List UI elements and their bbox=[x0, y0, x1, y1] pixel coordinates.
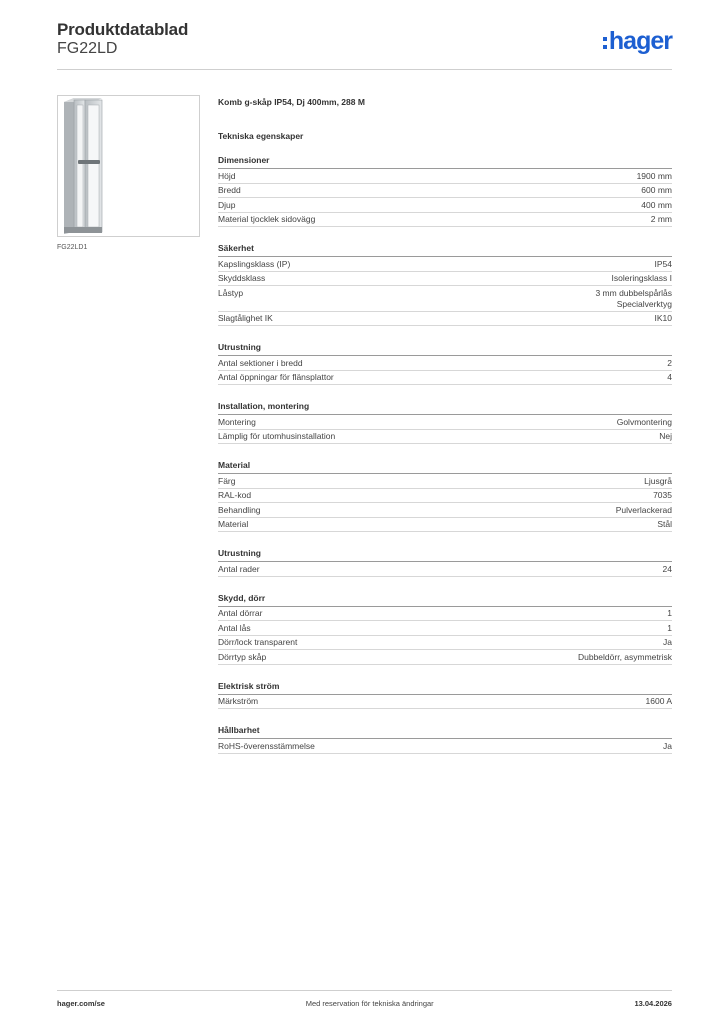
spec-row bbox=[218, 286, 672, 312]
spec-value bbox=[637, 171, 672, 182]
spec-section bbox=[218, 243, 672, 326]
spec-section bbox=[218, 725, 672, 754]
spec-section bbox=[218, 681, 672, 710]
spec-value-line: Ja bbox=[663, 637, 672, 647]
spec-row bbox=[218, 272, 672, 287]
spec-row bbox=[218, 739, 672, 754]
spec-value bbox=[651, 214, 672, 225]
section-title: Hållbarhet bbox=[218, 725, 672, 739]
section-title: Elektrisk ström bbox=[218, 681, 672, 695]
spec-section bbox=[218, 593, 672, 665]
spec-label: Färg bbox=[218, 475, 236, 486]
product-code: FG22LD bbox=[57, 40, 118, 57]
spec-value-line: Ja bbox=[663, 740, 672, 751]
spec-row bbox=[218, 562, 672, 577]
spec-value bbox=[663, 637, 672, 648]
product-image bbox=[57, 95, 200, 237]
spec-section bbox=[218, 155, 672, 227]
spec-value-line: Pulverlackerad bbox=[615, 504, 672, 515]
spec-label: Montering bbox=[218, 416, 256, 427]
product-specifications bbox=[218, 96, 672, 754]
logo-text: hager bbox=[608, 27, 672, 55]
footer-divider bbox=[57, 990, 672, 991]
spec-label: Lämplig för utomhusinstallation bbox=[218, 431, 336, 441]
spec-value-line: Ljusgrå bbox=[644, 475, 672, 486]
spec-row bbox=[218, 518, 672, 533]
spec-sections bbox=[218, 155, 672, 754]
spec-row bbox=[218, 169, 672, 184]
spec-value-line: Stål bbox=[657, 519, 672, 529]
spec-label: Bredd bbox=[218, 185, 241, 195]
spec-label: Material tjocklek sidovägg bbox=[218, 214, 316, 224]
spec-value-line: IK10 bbox=[654, 313, 672, 323]
spec-label: Djup bbox=[218, 199, 236, 210]
spec-label: Antal sektioner i bredd bbox=[218, 357, 303, 368]
hager-logo bbox=[603, 28, 672, 54]
logo-dots-icon bbox=[603, 37, 607, 49]
specs-heading: Tekniska egenskaper bbox=[218, 131, 304, 141]
spec-value-line: 24 bbox=[662, 563, 672, 574]
spec-row bbox=[218, 257, 672, 272]
spec-value-line: Dubbeldörr, asymmetrisk bbox=[577, 651, 672, 662]
spec-value bbox=[659, 431, 672, 442]
spec-value-line: 2 bbox=[667, 357, 672, 368]
spec-value bbox=[641, 200, 672, 211]
spec-row bbox=[218, 503, 672, 518]
spec-label: Behandling bbox=[218, 504, 261, 515]
spec-value-line: 4 bbox=[667, 372, 672, 382]
spec-row bbox=[218, 621, 672, 636]
spec-label: Dörr/lock transparent bbox=[218, 637, 298, 647]
section-title: Utrustning bbox=[218, 548, 672, 562]
spec-row bbox=[218, 636, 672, 651]
spec-section bbox=[218, 342, 672, 385]
spec-value bbox=[655, 313, 673, 324]
spec-label: Slagtålighet IK bbox=[218, 313, 273, 323]
spec-label: RAL-kod bbox=[218, 490, 252, 500]
spec-value bbox=[617, 417, 672, 428]
spec-value bbox=[667, 358, 672, 369]
spec-value bbox=[612, 273, 672, 284]
footer-disclaimer: Med reservation för tekniska ändringar bbox=[305, 999, 434, 1008]
section-title: Säkerhet bbox=[218, 243, 672, 257]
spec-value bbox=[578, 652, 672, 663]
spec-value bbox=[641, 185, 672, 196]
spec-value-line: 1 bbox=[667, 608, 672, 618]
spec-value bbox=[616, 505, 672, 516]
spec-row bbox=[218, 312, 672, 327]
spec-value-line: 3 mm dubbelspårlås bbox=[595, 287, 672, 298]
section-title: Material bbox=[218, 460, 672, 474]
spec-row bbox=[218, 415, 672, 430]
spec-value-line: Golvmontering bbox=[616, 416, 672, 427]
page-footer bbox=[57, 999, 672, 1008]
spec-row bbox=[218, 198, 672, 213]
spec-value-line: 7035 bbox=[653, 490, 672, 500]
section-title: Dimensioner bbox=[218, 155, 672, 169]
spec-row bbox=[218, 356, 672, 371]
section-title: Skydd, dörr bbox=[218, 593, 672, 607]
spec-value-line: 1900 mm bbox=[636, 170, 672, 181]
spec-section bbox=[218, 401, 672, 444]
spec-section bbox=[218, 460, 672, 532]
spec-row bbox=[218, 474, 672, 489]
spec-label: Material bbox=[218, 519, 249, 529]
spec-value-line: 1 bbox=[667, 622, 672, 633]
spec-label: Antal rader bbox=[218, 563, 260, 574]
spec-row bbox=[218, 371, 672, 386]
spec-value bbox=[667, 608, 672, 619]
spec-label: Höjd bbox=[218, 170, 236, 181]
spec-value-line: 400 mm bbox=[641, 199, 672, 210]
spec-value-line: Nej bbox=[659, 431, 672, 441]
spec-value bbox=[667, 623, 672, 634]
spec-value bbox=[667, 372, 672, 383]
spec-row bbox=[218, 650, 672, 665]
section-title: Installation, montering bbox=[218, 401, 672, 415]
spec-label: Märkström bbox=[218, 696, 259, 706]
spec-label: Antal lås bbox=[218, 622, 251, 633]
spec-value bbox=[657, 519, 672, 530]
header-divider bbox=[57, 69, 672, 70]
footer-website: hager.com/se bbox=[57, 999, 105, 1008]
spec-value bbox=[653, 490, 672, 501]
spec-value bbox=[644, 476, 672, 487]
spec-label: Antal öppningar för flänsplattor bbox=[218, 372, 334, 382]
spec-value bbox=[663, 741, 672, 752]
spec-label: RoHS-överensstämmelse bbox=[218, 740, 315, 751]
spec-value-line: IP54 bbox=[654, 258, 672, 269]
spec-value-line: 1600 A bbox=[645, 696, 672, 706]
spec-value-line: Specialverktyg bbox=[616, 298, 672, 309]
spec-value bbox=[663, 564, 672, 575]
spec-row bbox=[218, 607, 672, 622]
document-header bbox=[57, 20, 188, 58]
spec-label: Kapslingsklass (IP) bbox=[218, 258, 291, 269]
spec-row bbox=[218, 430, 672, 445]
footer-date: 13.04.2026 bbox=[634, 999, 672, 1008]
spec-value-line: 600 mm bbox=[641, 185, 672, 195]
document-title: Produktdatablad bbox=[57, 20, 189, 39]
spec-row bbox=[218, 695, 672, 710]
spec-section bbox=[218, 548, 672, 577]
section-title: Utrustning bbox=[218, 342, 672, 356]
spec-label: Dörrtyp skåp bbox=[218, 651, 267, 662]
enclosure-cabinet-icon bbox=[58, 96, 199, 236]
spec-row bbox=[218, 213, 672, 228]
spec-value-line: Isoleringsklass I bbox=[611, 273, 672, 283]
image-caption: FG22LD1 bbox=[57, 244, 88, 251]
spec-value-line: 2 mm bbox=[650, 214, 672, 224]
product-description: Komb g-skåp IP54, Dj 400mm, 288 M bbox=[218, 97, 365, 107]
spec-label: Skyddsklass bbox=[218, 273, 266, 283]
spec-value bbox=[655, 259, 673, 270]
spec-label: Antal dörrar bbox=[218, 608, 263, 618]
spec-value bbox=[646, 696, 672, 707]
spec-value bbox=[595, 288, 672, 310]
spec-row bbox=[218, 184, 672, 199]
spec-row bbox=[218, 489, 672, 504]
spec-label: Låstyp bbox=[218, 287, 244, 298]
